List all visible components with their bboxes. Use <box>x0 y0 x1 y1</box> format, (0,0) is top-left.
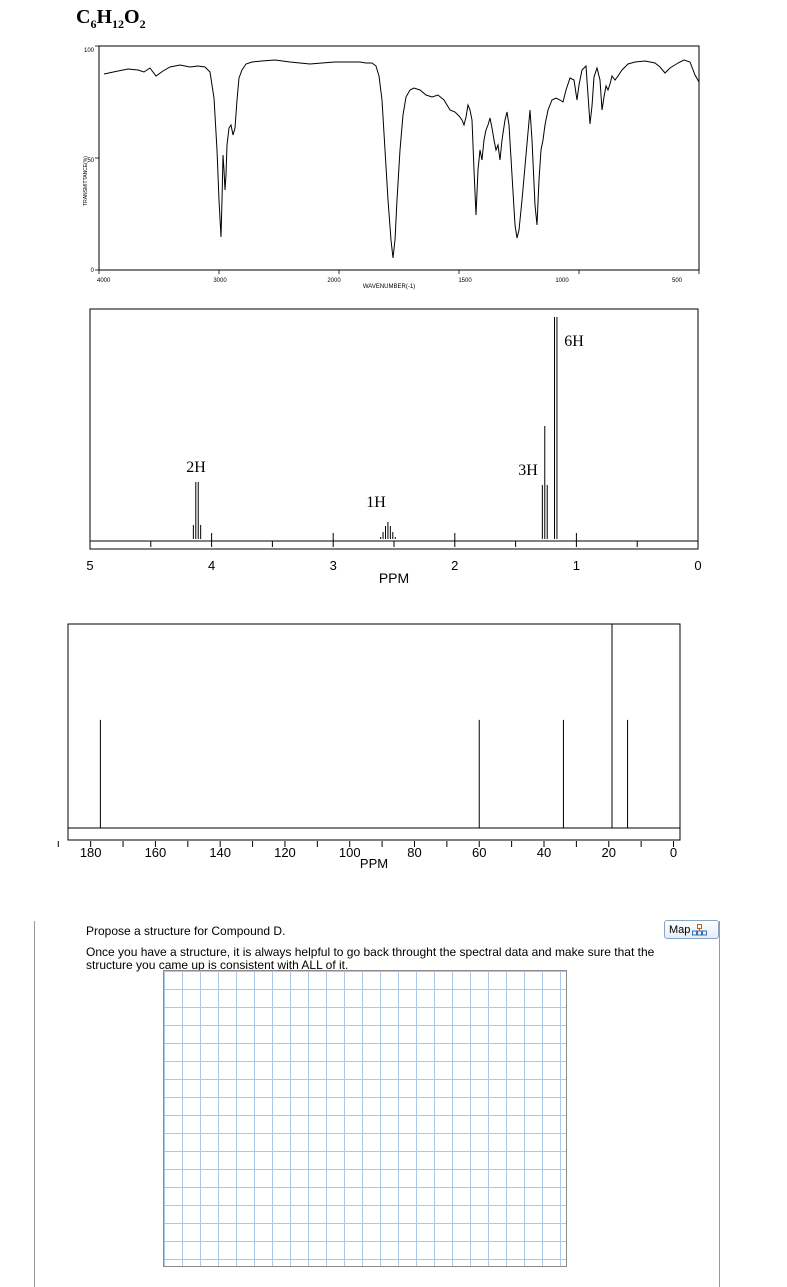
ir-xtick-2000: 2000 <box>327 278 341 284</box>
drawing-canvas[interactable] <box>163 970 567 1267</box>
ir-spectrum <box>0 0 787 300</box>
hnmr-tick-label: 2 <box>451 558 459 573</box>
cnmr-tick-label: 80 <box>407 845 422 860</box>
ir-ytick-100: 100 <box>83 48 94 54</box>
ir-xtick-4000: 4000 <box>97 278 111 284</box>
ir-x-axis-label: WAVENUMBER(-1) <box>362 284 416 290</box>
cnmr-frame <box>68 624 680 840</box>
hnmr-x-axis-label: PPM <box>378 570 410 586</box>
hnmr-tick-label: 0 <box>694 558 702 573</box>
cnmr-tick-label: 40 <box>536 845 552 860</box>
cnmr-spectrum <box>0 615 787 885</box>
question-hint: Once you have a structure, it is always helpful to go back throught the spectral data and make sure that the structure you came up is consistent with ALL of it. <box>86 945 655 972</box>
cnmr-tick-label: 60 <box>472 845 487 860</box>
molecule-map-icon <box>692 924 708 936</box>
ir-xtick-500: 500 <box>671 278 683 284</box>
hnmr-frame <box>90 309 698 549</box>
hnmr-label-2h: 2H <box>186 459 206 476</box>
hnmr-tick-label: 5 <box>86 558 94 573</box>
hnmr-label-6h: 6H <box>564 333 584 350</box>
cnmr-tick-label: 180 <box>79 845 102 860</box>
hnmr-label-1h: 1H <box>366 494 386 511</box>
ir-frame <box>99 46 699 270</box>
cnmr-tick-label: 20 <box>601 845 616 860</box>
hnmr-tick-label: 3 <box>329 558 337 573</box>
cnmr-x-axis-label: PPM <box>359 856 389 871</box>
cnmr-tick-label: 140 <box>209 845 232 860</box>
hnmr-tick-label: 4 <box>207 558 216 573</box>
ir-xtick-1500: 1500 <box>458 278 472 284</box>
cnmr-tick-label: 160 <box>144 845 167 860</box>
ir-ytick-0: 0 <box>90 268 94 274</box>
ir-trace <box>104 60 699 258</box>
map-button-label: Map <box>669 923 691 936</box>
map-button[interactable] <box>664 920 719 939</box>
cnmr-tick-label: 120 <box>274 845 296 860</box>
hnmr-spectrum <box>0 300 787 600</box>
ir-xtick-3000: 3000 <box>213 278 227 284</box>
cnmr-tick-label: 0 <box>669 845 678 860</box>
hnmr-tick-label: 1 <box>572 558 581 573</box>
cnmr-tick-label: 100 <box>338 845 361 860</box>
hnmr-label-3h: 3H <box>518 462 538 479</box>
question-prompt: Propose a structure for Compound D. <box>86 924 286 938</box>
ir-xtick-1000: 1000 <box>555 278 569 284</box>
molecular-formula: $C_6H_{12}O_2$ <box>76 6 146 31</box>
ir-ytick-50: 50 <box>87 158 94 164</box>
ir-y-axis-label: TRANSMITTANCE(%) <box>83 156 89 206</box>
